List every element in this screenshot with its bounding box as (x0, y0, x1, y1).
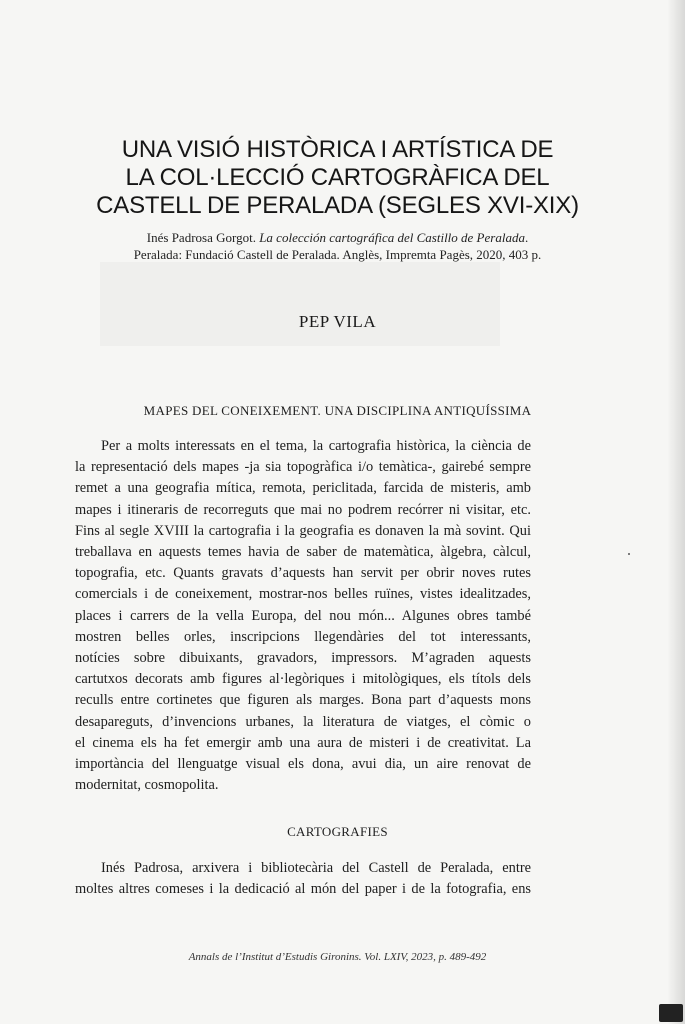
text-line: el cinema els ha fet emergir amb una aura de misteri i de creativitat. La (75, 734, 531, 751)
paragraph (75, 858, 531, 900)
text-line: topografia, etc. Quants gravats d’aquests han servit per obrir noves rutes (75, 565, 531, 582)
text-line: modernitat, cosmopolita. (75, 777, 219, 794)
section-heading: MAPES DEL CONEIXEMENT. UNA DISCIPLINA ANTIQUÍSSIMA (143, 403, 532, 418)
paragraph (75, 436, 531, 796)
page-footer: Annals de l’Institut d’Estudis Gironins. Vol. LXIV, 2023, p. 489-492 (188, 951, 487, 963)
book-reference (60, 229, 615, 263)
article-author: PEP VILA (298, 312, 377, 331)
text-line: remet a una geografia mítica, remota, periclitada, farcida de misteris, amb (75, 480, 531, 497)
text-line: moltes altres comeses i la dedicació al món del paper i de la fotografia, ens (75, 881, 531, 898)
scan-corner-mark (659, 1004, 683, 1022)
text-line: mostren belles orles, inscripcions llegendàries del tot interessants, (75, 628, 531, 645)
reference-book-title: La colección cartográfica del Castillo de Peralada (259, 230, 525, 245)
text-line: desapareguts, d’invencions urbanes, la literatura de viatges, el còmic o (75, 713, 531, 730)
text-line: mapes i itineraris de recorreguts que mai no podrem recórrer ni visitar, etc. (75, 501, 531, 518)
text-line: places i carrers de la vella Europa, del nou món... Algunes obres també (75, 607, 531, 624)
text-line: treballava en aquests temes havia de saber de matemàtica, àlgebra, càlcul, (75, 544, 531, 561)
text-line: Inés Padrosa, arxivera i bibliotecària del Castell de Peralada, entre (101, 860, 531, 876)
text-line: Fins al segle XVIII la cartografia i la geografia es donaven la mà sovint. Qui (75, 522, 531, 539)
text-line: notícies sobre dibuixants, gravadors, impressors. M’agraden aquests (75, 650, 531, 667)
reference-publisher: Peralada: Fundació Castell de Peralada. Anglès, Impremta Pagès, 2020, 403 p. (133, 247, 542, 262)
text-line: importància del llenguatge visual els dona, avui dia, un aire renovat de (75, 756, 531, 773)
text-line: la representació dels mapes -ja sia topogràfica i/o temàtica-, gairebé sempre (75, 459, 531, 476)
reference-period: . (524, 230, 529, 245)
section-heading: CARTOGRAFIES (287, 824, 388, 839)
article-title (60, 136, 615, 220)
reference-author: Inés Padrosa Gorgot. (146, 230, 260, 245)
text-line: Per a molts interessats en el tema, la cartografia històrica, la ciència de (101, 438, 531, 454)
page-edge-shadow (667, 0, 685, 1024)
title-line: CASTELL DE PERALADA (SEGLES XVI-XIX) (96, 192, 579, 219)
show-through-shadow (100, 262, 500, 346)
text-line: cartutxos decorats amb figures al·legòriques i mitològiques, els títols dels (75, 671, 531, 688)
scan-speck (628, 553, 630, 555)
text-line: reculls entre cortinetes que figuren als marges. Bona part d’aquests mons (75, 692, 531, 709)
title-line: UNA VISIÓ HISTÒRICA I ARTÍSTICA DE (121, 136, 554, 163)
text-line: comercials i de coneixement, mostrar-nos belles ruïnes, vistes idealitzades, (75, 586, 531, 603)
title-line: LA COL·LECCIÓ CARTOGRÀFICA DEL (125, 164, 550, 191)
